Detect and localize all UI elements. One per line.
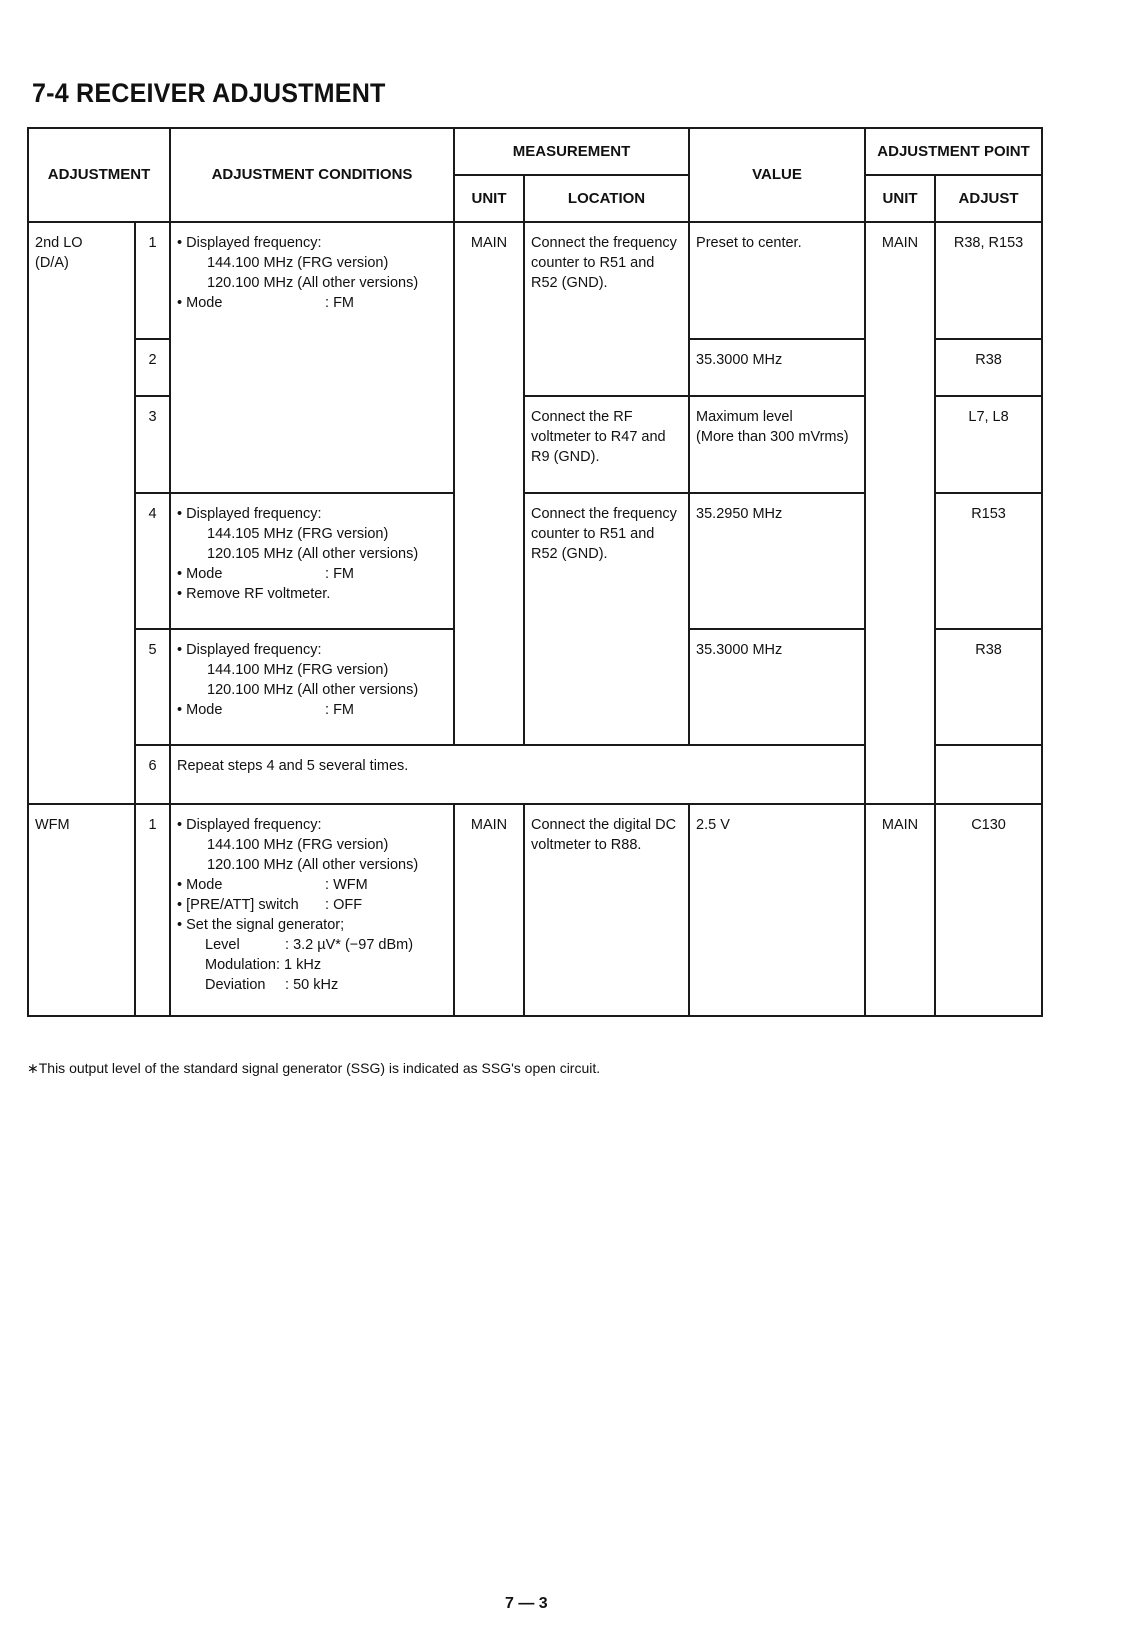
cond-other: 120.100 MHz (All other versions) xyxy=(207,275,419,291)
conditions-step-4 xyxy=(170,493,454,629)
value-step-3-note: (More than 300 mVrms) xyxy=(696,429,849,445)
cond-modulation: Modulation: 1 kHz xyxy=(205,957,322,973)
cond-other: 120.100 MHz (All other versions) xyxy=(207,857,419,873)
cond-pre-att: • [PRE/ATT] switch : OFF xyxy=(177,897,363,913)
cond-mode: • Mode : WFM xyxy=(177,877,368,893)
header-measurement-unit: UNIT xyxy=(454,175,524,222)
cond-other: 120.100 MHz (All other versions) xyxy=(207,682,419,698)
cond-remove-rf: • Remove RF voltmeter. xyxy=(177,586,331,602)
value-step-3 xyxy=(689,396,865,493)
cond-level: Level : 3.2 µV* (−97 dBm) xyxy=(205,937,414,953)
conditions-wfm xyxy=(170,804,454,1016)
cond-frg: 144.100 MHz (FRG version) xyxy=(207,837,389,853)
adjust-step-2: R38 xyxy=(935,339,1042,396)
receiver-adjustment-table xyxy=(27,127,1043,1017)
header-point-unit: UNIT xyxy=(865,175,935,222)
cond-frg: 144.105 MHz (FRG version) xyxy=(207,526,389,542)
step-number: 6 xyxy=(135,745,170,804)
location-step-4-5: Connect the frequency counter to R51 and R52 (GND). xyxy=(524,493,689,745)
table-row xyxy=(28,804,1042,1016)
cond-deviation: Deviation : 50 kHz xyxy=(205,977,339,993)
location-step-1-2: Connect the frequency counter to R51 and R52 (GND). xyxy=(524,222,689,396)
location-step-3: Connect the RF voltmeter to R47 and R9 (GND). xyxy=(524,396,689,493)
value-step-5: 35.3000 MHz xyxy=(689,629,865,745)
cond-displayed: • Displayed frequency: xyxy=(177,817,322,833)
header-location: LOCATION xyxy=(524,175,689,222)
conditions-step-5 xyxy=(170,629,454,745)
step-number: 3 xyxy=(135,396,170,493)
step-number: 1 xyxy=(135,222,170,339)
value-step-4: 35.2950 MHz xyxy=(689,493,865,629)
cond-other: 120.105 MHz (All other versions) xyxy=(207,546,419,562)
cond-mode: • Mode : FM xyxy=(177,702,355,718)
step-number: 2 xyxy=(135,339,170,396)
value-step-3-main: Maximum level xyxy=(696,409,793,425)
step-number: 1 xyxy=(135,804,170,1016)
footnote: ∗This output level of the standard signal generator (SSG) is indicated as SSG's open circuit. xyxy=(27,1060,601,1076)
header-adjustment-point: ADJUSTMENT POINT xyxy=(865,128,1042,175)
cond-displayed: • Displayed frequency: xyxy=(177,642,322,658)
adjust-step-4: R153 xyxy=(935,493,1042,629)
cond-displayed: • Displayed frequency: xyxy=(177,235,322,251)
measurement-unit: MAIN xyxy=(454,222,524,745)
step-number: 5 xyxy=(135,629,170,745)
adjust-step-1: R38, R153 xyxy=(935,222,1042,339)
adjust-step-6 xyxy=(935,745,1042,804)
adjust-step-5: R38 xyxy=(935,629,1042,745)
cond-mode: • Mode : FM xyxy=(177,295,355,311)
table-row xyxy=(28,222,1042,339)
cond-set-sg: • Set the signal generator; xyxy=(177,917,345,933)
location-wfm: Connect the digital DC voltmeter to R88. xyxy=(524,804,689,1016)
page-title: 7-4 RECEIVER ADJUSTMENT xyxy=(32,78,386,108)
header-conditions: ADJUSTMENT CONDITIONS xyxy=(170,128,454,222)
section-name: 2nd LO xyxy=(35,235,83,251)
page-number: 7 — 3 xyxy=(505,1595,548,1612)
step-number: 4 xyxy=(135,493,170,629)
header-adjustment: ADJUSTMENT xyxy=(28,128,170,222)
repeat-instruction: Repeat steps 4 and 5 several times. xyxy=(170,745,865,804)
point-unit: MAIN xyxy=(865,222,935,804)
section-2nd-lo xyxy=(28,222,135,804)
header-adjust: ADJUST xyxy=(935,175,1042,222)
section-sub: (D/A) xyxy=(35,255,69,271)
cond-frg: 144.100 MHz (FRG version) xyxy=(207,662,389,678)
point-unit: MAIN xyxy=(865,804,935,1016)
adjust-wfm: C130 xyxy=(935,804,1042,1016)
value-wfm: 2.5 V xyxy=(689,804,865,1016)
cond-mode: • Mode : FM xyxy=(177,566,355,582)
cond-displayed: • Displayed frequency: xyxy=(177,506,322,522)
value-step-2: 35.3000 MHz xyxy=(689,339,865,396)
cond-frg: 144.100 MHz (FRG version) xyxy=(207,255,389,271)
conditions-step-1-3 xyxy=(170,222,454,493)
header-measurement: MEASUREMENT xyxy=(454,128,689,175)
measurement-unit: MAIN xyxy=(454,804,524,1016)
value-step-1: Preset to center. xyxy=(689,222,865,339)
adjust-step-3: L7, L8 xyxy=(935,396,1042,493)
header-value: VALUE xyxy=(689,128,865,222)
section-wfm: WFM xyxy=(28,804,135,1016)
